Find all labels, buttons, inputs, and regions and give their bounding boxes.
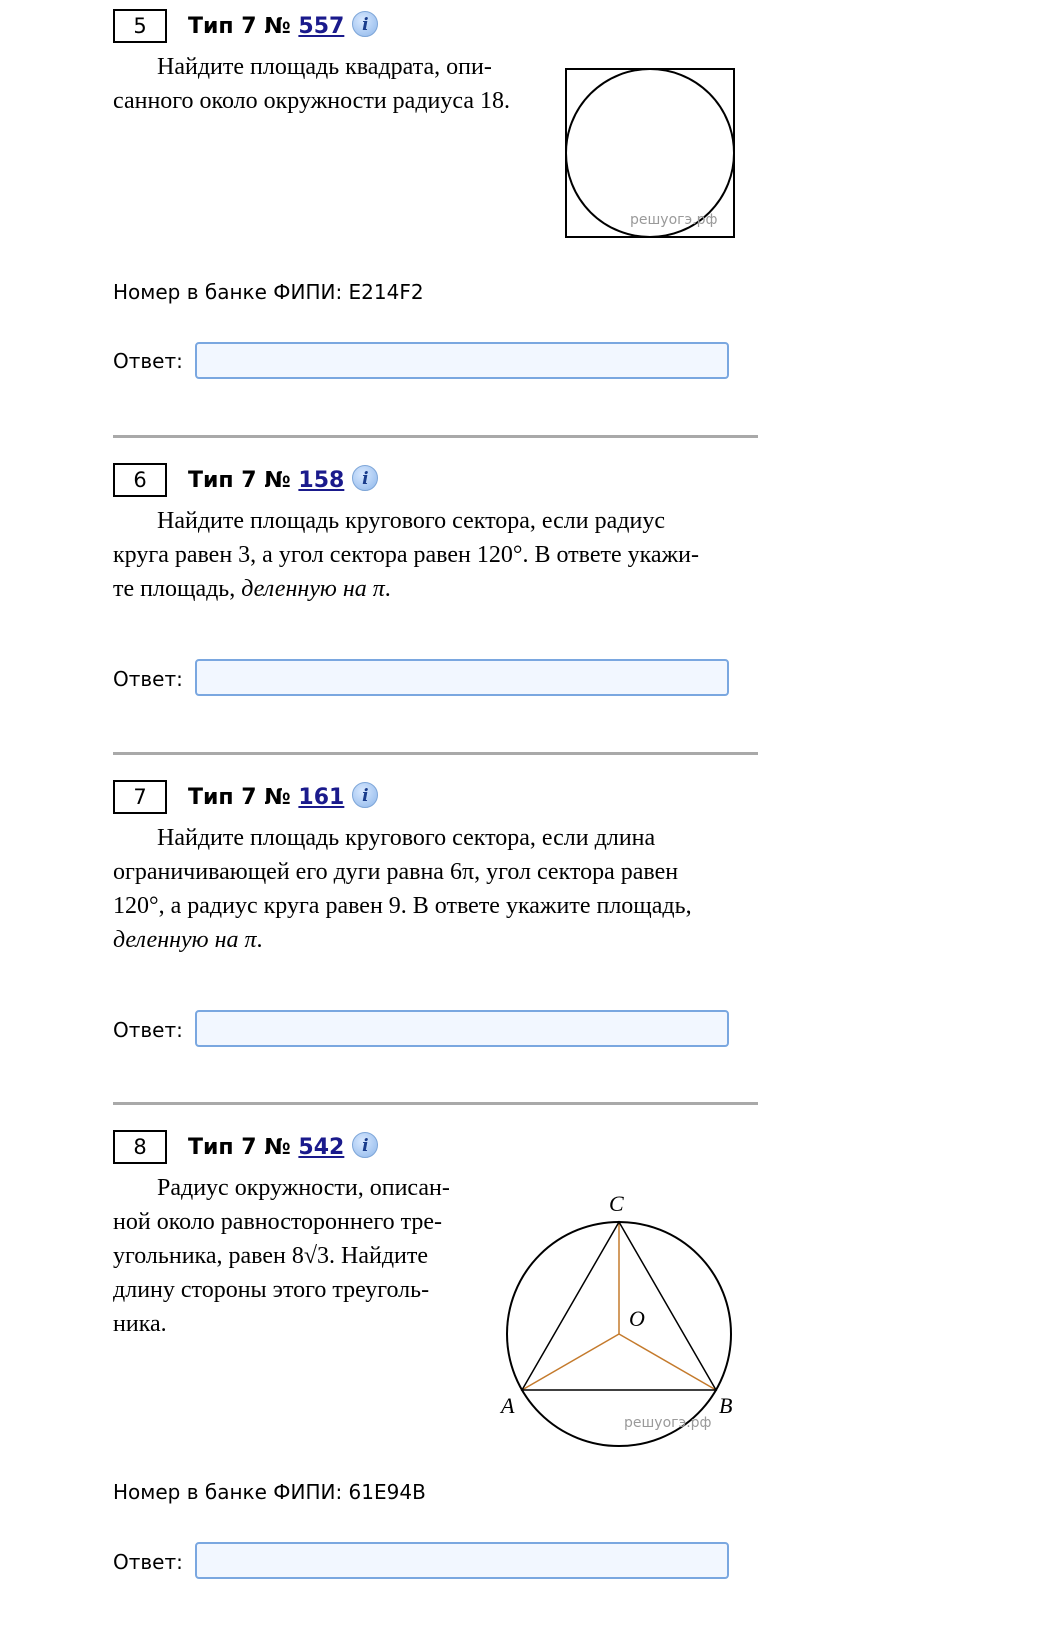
task-number-box: 7: [113, 780, 167, 814]
answer-label: Ответ:: [113, 1018, 183, 1042]
answer-label: Ответ:: [113, 667, 183, 691]
radius-line-oa: [522, 1334, 619, 1390]
watermark: решуогэ.рф: [630, 212, 718, 228]
fipi-bank-number: Номер в банке ФИПИ: 61E94B: [113, 1480, 426, 1504]
task-text: [113, 50, 533, 118]
radius-value: 8√3: [291, 1243, 329, 1269]
task-type-label: Тип 7 №: [188, 785, 299, 810]
point-label-o: O: [629, 1306, 645, 1331]
task-id-link[interactable]: 161: [298, 785, 345, 810]
task-text-italic: деленную на π: [113, 927, 257, 953]
task-text-line: Найдите площадь кругового сектора, если длина: [157, 825, 656, 851]
point-label-b: B: [719, 1393, 733, 1418]
separator: [113, 435, 758, 438]
answer-input[interactable]: [195, 659, 729, 696]
task-text-line: 120°, а радиус круга равен 9. В ответе укажите площадь,: [113, 893, 692, 919]
task-text-italic: деленную на π: [241, 576, 385, 602]
answer-label: Ответ:: [113, 349, 183, 373]
task-type-label: Тип 7 №: [188, 468, 299, 493]
task-6: [113, 463, 758, 713]
task-text: [113, 1171, 483, 1341]
square-circle-figure: [564, 67, 736, 239]
info-icon[interactable]: i: [352, 782, 378, 808]
task-text-line: ной около равностороннего тре-: [113, 1209, 443, 1235]
task-text-line: ника.: [113, 1311, 167, 1337]
answer-label: Ответ:: [113, 1550, 183, 1574]
task-number-box: 5: [113, 9, 167, 43]
task-id-link[interactable]: 557: [298, 14, 345, 39]
task-header: [188, 1132, 378, 1163]
fipi-bank-number: Номер в банке ФИПИ: E214F2: [113, 280, 424, 304]
answer-input[interactable]: [195, 1010, 729, 1047]
task-text: [113, 504, 758, 606]
task-text-line: Радиус окружности, описан-: [157, 1175, 450, 1201]
task-text-line: те площадь,: [113, 576, 242, 602]
task-header: [188, 465, 378, 496]
task-text-end: .: [384, 576, 391, 602]
point-label-a: A: [501, 1393, 515, 1418]
task-text-line: Найдите площадь кругового сектора, если радиус: [157, 508, 665, 534]
task-id-link[interactable]: 542: [298, 1135, 345, 1160]
task-text-line: . Найдите: [329, 1243, 429, 1269]
task-8: [113, 1130, 758, 1610]
task-header: [188, 11, 378, 42]
task-7: [113, 780, 758, 1060]
task-text-line: круга равен 3, а угол сектора равен 120°. В ответе укажи-: [113, 542, 699, 568]
watermark: решуогэ.рф: [624, 1415, 712, 1431]
task-number-box: 6: [113, 463, 167, 497]
radius-line-ob: [619, 1334, 716, 1390]
info-icon[interactable]: i: [352, 1132, 378, 1158]
task-type-label: Тип 7 №: [188, 14, 299, 39]
task-text-line: ограничивающей его дуги равна 6π, угол сектора равен: [113, 859, 679, 885]
info-icon[interactable]: i: [352, 11, 378, 37]
task-text-line: угольника, равен: [113, 1243, 292, 1269]
task-id-link[interactable]: 158: [298, 468, 345, 493]
inscribed-triangle-figure: [493, 1184, 753, 1454]
task-text-end: .: [256, 927, 263, 953]
task-header: [188, 782, 378, 813]
separator: [113, 752, 758, 755]
task-text-line: санного около окружности радиуса 18.: [113, 88, 510, 114]
task-text-line: Найдите площадь квадрата, опи-: [157, 54, 492, 80]
separator: [113, 1102, 758, 1105]
answer-input[interactable]: [195, 1542, 729, 1579]
task-number-box: 8: [113, 1130, 167, 1164]
task-text: [113, 821, 758, 957]
task-text-line: длину стороны этого треуголь-: [113, 1277, 430, 1303]
point-label-c: C: [609, 1191, 624, 1216]
task-type-label: Тип 7 №: [188, 1135, 299, 1160]
task-5: [113, 9, 758, 389]
answer-input[interactable]: [195, 342, 729, 379]
info-icon[interactable]: i: [352, 465, 378, 491]
